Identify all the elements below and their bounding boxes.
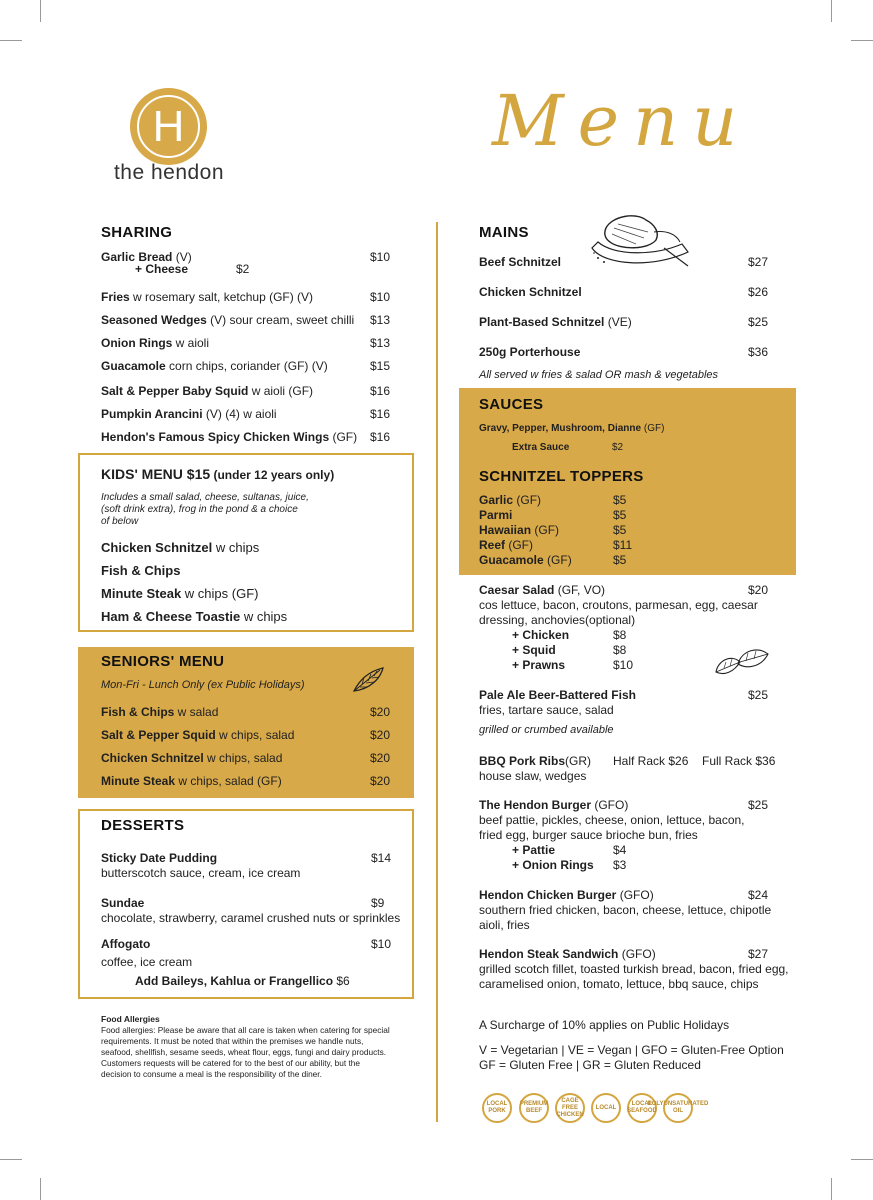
seniors-title: SENIORS' MENU	[101, 653, 225, 670]
item-name: Minute Steak	[101, 586, 182, 601]
addon-price: $3	[613, 858, 627, 872]
addon-label	[512, 858, 594, 872]
kids-title	[101, 466, 334, 482]
item-desc: w rosemary salt, ketchup (GF) (V)	[129, 290, 314, 304]
ribs-title	[479, 754, 591, 768]
item-desc: w aioli	[172, 336, 210, 350]
addon-name: + Onion Rings	[512, 858, 594, 872]
item-price: $20	[370, 728, 391, 742]
item-desc: w salad	[174, 705, 219, 719]
desserts-title: DESSERTS	[101, 817, 185, 834]
item-name: Chicken Schnitzel	[101, 751, 204, 765]
addon-label: Add Baileys, Kahlua or Frangellico	[135, 974, 334, 988]
addon-label: Extra Sauce	[512, 442, 570, 453]
item-price: $10	[370, 290, 391, 304]
dessert-addon	[135, 974, 350, 988]
kids-item	[101, 540, 259, 555]
seniors-item	[101, 774, 282, 788]
item-name: Fish & Chips	[101, 705, 175, 719]
addon-name: + Pattie	[512, 843, 556, 857]
addon-price: $8	[613, 628, 627, 642]
ribs-half-price: Half Rack $26	[613, 754, 689, 768]
addon-item	[135, 262, 188, 276]
sauce-tag: (GF)	[641, 423, 665, 434]
menu-item	[101, 313, 354, 327]
item-price: $24	[748, 888, 769, 902]
item-price: $20	[370, 751, 391, 765]
item-price: $27	[748, 255, 769, 269]
item-desc-line: grilled scotch fillet, toasted turkish bread, bacon, fried egg,	[479, 962, 789, 976]
item-desc: (GF, VO)	[554, 583, 606, 597]
item-name: Guacamole	[479, 553, 544, 567]
crop-mark	[831, 0, 832, 22]
item-desc: w chips	[212, 540, 260, 555]
item-price: $20	[370, 705, 391, 719]
item-price: $14	[371, 851, 392, 865]
item-price: $5	[613, 493, 627, 507]
item-desc: w chips	[240, 609, 288, 624]
mains-title: MAINS	[479, 224, 529, 241]
item-name: Hendon Chicken Burger	[479, 888, 617, 902]
kids-note-line: Includes a small salad, cheese, sultanas, juice,	[101, 492, 309, 503]
topper-item	[479, 493, 541, 507]
item-price: $16	[370, 430, 391, 444]
item-name: Salt & Pepper Baby Squid	[101, 384, 249, 398]
item-name: Caesar Salad	[479, 583, 555, 597]
item-desc: w chips, salad	[215, 728, 295, 742]
sauces-title: SAUCES	[479, 396, 544, 413]
menu-item	[101, 359, 328, 373]
item-name: Ham & Cheese Toastie	[101, 609, 241, 624]
item-desc: (VE)	[604, 315, 632, 329]
item-name: Chicken Schnitzel	[101, 540, 213, 555]
item-name: Pumpkin Arancini	[101, 407, 203, 421]
item-desc-line: dressing, anchovies(optional)	[479, 613, 636, 627]
item-name: Guacamole	[101, 359, 166, 373]
surcharge-note: A Surcharge of 10% applies on Public Holidays	[479, 1018, 730, 1032]
crop-mark	[0, 1159, 22, 1160]
item-desc: (GF)	[505, 538, 534, 552]
item-name: Garlic Bread	[101, 250, 173, 264]
addon-name: + Chicken	[512, 628, 570, 642]
item-price: $15	[370, 359, 391, 373]
fish-title	[479, 688, 636, 702]
toppers-title: SCHNITZEL TOPPERS	[479, 468, 644, 485]
item-desc: (V) (4) w aioli	[202, 407, 277, 421]
item-desc: w aioli (GF)	[248, 384, 314, 398]
crop-mark	[851, 40, 873, 41]
logo-ring	[137, 95, 200, 158]
item-price: $20	[370, 774, 391, 788]
item-price: $13	[370, 313, 391, 327]
item-name: Onion Rings	[101, 336, 173, 350]
addon-label	[512, 658, 565, 672]
item-name: Affogato	[101, 937, 151, 951]
sharing-title: SHARING	[101, 224, 173, 241]
menu-item	[101, 407, 277, 421]
item-price: $9	[371, 896, 385, 910]
item-name: Minute Steak	[101, 774, 176, 788]
item-price: $26	[748, 285, 769, 299]
item-price: $20	[748, 583, 769, 597]
crop-mark	[831, 1178, 832, 1200]
item-price: $5	[613, 523, 627, 537]
menu-item	[101, 384, 313, 398]
fish-note: grilled or crumbed available	[479, 724, 614, 736]
addon-price: $2	[236, 262, 250, 276]
item-desc: (GF)	[543, 553, 572, 567]
item-name: 250g Porterhouse	[479, 345, 581, 359]
herb-illustration-icon	[710, 642, 772, 682]
mains-note: All served w fries & salad OR mash & vegetables	[479, 369, 719, 381]
topper-item	[479, 508, 512, 522]
crop-mark	[40, 1178, 41, 1200]
addon-label	[512, 628, 569, 642]
extra-sauce-label	[512, 442, 569, 453]
dessert-desc: coffee, ice cream	[101, 955, 193, 969]
item-name: Pale Ale Beer-Battered Fish	[479, 688, 636, 702]
kids-note-line: (soft drink extra), frog in the pond & a choice	[101, 504, 298, 515]
dessert-name	[101, 896, 144, 910]
dessert-desc: butterscotch sauce, cream, ice cream	[101, 866, 301, 880]
addon-label	[512, 843, 555, 857]
addon-label	[512, 643, 556, 657]
item-desc: (V) sour cream, sweet chilli	[206, 313, 355, 327]
menu-item	[101, 336, 209, 350]
mains-item	[479, 255, 561, 269]
item-desc-line: aioli, fries	[479, 918, 530, 932]
item-name: Hendon's Famous Spicy Chicken Wings	[101, 430, 330, 444]
item-name: Chicken Schnitzel	[479, 285, 582, 299]
kids-note-line: of below	[101, 516, 139, 527]
polyunsaturated-oil-badge-icon: POLYUNSATURATED OIL	[663, 1093, 693, 1123]
item-name: Hawaiian	[479, 523, 532, 537]
item-desc: (GR)	[565, 754, 592, 768]
item-desc: w chips (GF)	[181, 586, 259, 601]
dessert-name	[101, 851, 217, 865]
item-name: BBQ Pork Ribs	[479, 754, 566, 768]
item-desc: (GF)	[513, 493, 542, 507]
item-desc-line: house slaw, wedges	[479, 769, 587, 783]
item-name: Fish & Chips	[101, 563, 181, 578]
steak-illustration-icon	[584, 208, 696, 270]
kids-item	[101, 563, 180, 578]
item-desc-line: fried egg, burger sauce brioche bun, fries	[479, 828, 698, 842]
item-name: Sticky Date Pudding	[101, 851, 218, 865]
seniors-item	[101, 705, 218, 719]
sauces-line	[479, 423, 664, 434]
crop-mark	[0, 40, 22, 41]
item-name: Sundae	[101, 896, 145, 910]
local-seafood-badge-icon: LOCAL SEAFOOD	[627, 1093, 657, 1123]
addon-price: $8	[613, 643, 627, 657]
item-name: Seasoned Wedges	[101, 313, 207, 327]
seniors-item	[101, 751, 282, 765]
mains-item	[479, 345, 580, 359]
mains-item	[479, 285, 582, 299]
menu-item	[101, 430, 357, 444]
item-desc-line: southern fried chicken, bacon, cheese, lettuce, chipotle	[479, 903, 772, 917]
addon-price: $10	[613, 658, 634, 672]
item-name: Beef Schnitzel	[479, 255, 562, 269]
item-desc: (GF)	[329, 430, 358, 444]
kids-subtitle: (under 12 years only)	[210, 468, 335, 482]
menu-item	[101, 290, 313, 304]
item-desc: w chips, salad	[203, 751, 283, 765]
item-desc: w chips, salad (GF)	[175, 774, 282, 788]
item-name: Hendon Steak Sandwich	[479, 947, 619, 961]
item-name: Fries	[101, 290, 130, 304]
item-price: $16	[370, 407, 391, 421]
item-name: The Hendon Burger	[479, 798, 592, 812]
item-desc: corn chips, coriander (GF) (V)	[165, 359, 328, 373]
item-price: $5	[613, 508, 627, 522]
item-desc: (GFO)	[591, 798, 629, 812]
item-desc-line: cos lettuce, bacon, croutons, parmesan, egg, caesar	[479, 598, 758, 612]
cage-free-chicken-badge-icon: CAGE FREE CHICKEN	[555, 1093, 585, 1123]
dessert-name	[101, 937, 150, 951]
item-price: $25	[748, 315, 769, 329]
mains-item	[479, 315, 632, 329]
topper-item	[479, 553, 572, 567]
addon-name: + Prawns	[512, 658, 566, 672]
item-name: Plant-Based Schnitzel	[479, 315, 605, 329]
item-desc: (GFO)	[618, 947, 656, 961]
local-badge-icon: LOCAL	[591, 1093, 621, 1123]
item-name: Salt & Pepper Squid	[101, 728, 216, 742]
item-price: $5	[613, 553, 627, 567]
item-price: $25	[748, 798, 769, 812]
item-desc-line: beef pattie, pickles, cheese, onion, lettuce, bacon,	[479, 813, 745, 827]
item-price: $10	[371, 937, 392, 951]
seniors-item	[101, 728, 294, 742]
chicken-burger-title	[479, 888, 654, 902]
logo	[130, 88, 207, 165]
menu-script-title: Menu	[492, 80, 752, 162]
addon-label: + Cheese	[135, 262, 189, 276]
logo-letter: H	[152, 101, 185, 151]
item-price: $36	[748, 345, 769, 359]
leaf-icon	[350, 665, 386, 695]
item-desc: (GF)	[531, 523, 560, 537]
addon-price: $6	[333, 974, 350, 988]
topper-item	[479, 523, 559, 537]
item-price: $13	[370, 336, 391, 350]
brand-name: the hendon	[113, 161, 225, 184]
item-price: $10	[370, 250, 391, 264]
steak-sandwich-title	[479, 947, 656, 961]
item-desc-line: caramelised onion, tomato, lettuce, bbq sauce, chips	[479, 977, 759, 991]
kids-item	[101, 586, 258, 601]
caesar-title	[479, 583, 605, 597]
item-desc: (V)	[172, 250, 192, 264]
addon-name: + Squid	[512, 643, 556, 657]
allergies-text: Food allergies: Please be aware that all care is taken when catering for special requirements. It must be noted that within the premises we handle nuts, seafood, shellfish, sesame seeds, wheat flour, eggs, fungi and dairy products. Customers requests will be catered for to the best of our ability, but the decision to consume a meal is the responsibility of the diner.	[101, 1025, 390, 1079]
item-name: Parmi	[479, 508, 513, 522]
burger-title	[479, 798, 628, 812]
dessert-desc: chocolate, strawberry, caramel crushed nuts or sprinkles	[101, 911, 401, 925]
legend-line: V = Vegetarian | VE = Vegan | GFO = Gluten-Free Option	[479, 1043, 784, 1057]
item-price: $25	[748, 688, 769, 702]
crop-mark	[40, 0, 41, 22]
item-name: Reef	[479, 538, 506, 552]
premium-beef-badge-icon: PREMIUM BEEF	[519, 1093, 549, 1123]
item-price: $11	[613, 538, 633, 552]
kids-item	[101, 609, 287, 624]
item-desc: (GFO)	[616, 888, 654, 902]
topper-item	[479, 538, 533, 552]
extra-sauce-price: $2	[612, 442, 624, 453]
local-pork-badge-icon: LOCAL PORK	[482, 1093, 512, 1123]
item-name: Garlic	[479, 493, 514, 507]
crop-mark	[851, 1159, 873, 1160]
addon-price: $4	[613, 843, 627, 857]
kids-title-main: KIDS' MENU $15	[101, 466, 211, 482]
seniors-note: Mon-Fri - Lunch Only (ex Public Holidays)	[101, 679, 305, 691]
sauce-list: Gravy, Pepper, Mushroom, Dianne	[479, 423, 642, 434]
item-price: $16	[370, 384, 391, 398]
column-divider	[436, 222, 438, 1122]
ribs-full-price: Full Rack $36	[702, 754, 776, 768]
allergies-title: Food Allergies	[101, 1014, 160, 1024]
legend-line: GF = Gluten Free | GR = Gluten Reduced	[479, 1058, 701, 1072]
item-price: $27	[748, 947, 769, 961]
item-desc-line: fries, tartare sauce, salad	[479, 703, 614, 717]
